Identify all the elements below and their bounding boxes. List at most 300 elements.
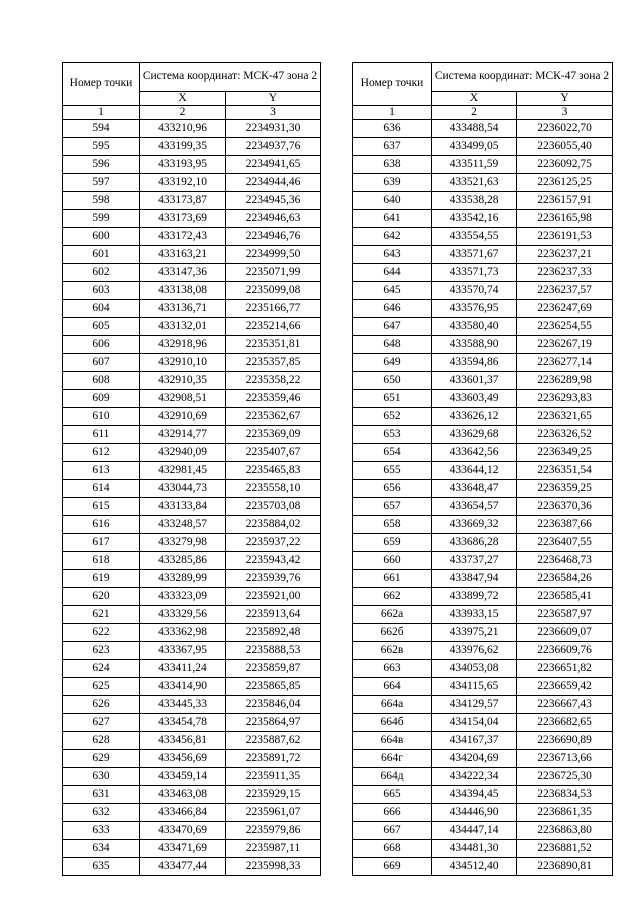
point-number-cell: 611 <box>63 426 140 444</box>
table-row <box>63 840 321 858</box>
table-row <box>353 642 613 660</box>
point-number-cell: 621 <box>63 606 140 624</box>
point-number-cell: 656 <box>353 480 432 498</box>
table-row <box>353 318 613 336</box>
point-number-cell: 603 <box>63 282 140 300</box>
x-coordinate-cell: 433289,99 <box>140 570 226 588</box>
y-coordinate-cell: 2235166,77 <box>226 300 321 318</box>
x-coordinate-cell: 432908,51 <box>140 390 226 408</box>
header-col-1: 1 <box>63 106 140 120</box>
x-coordinate-cell: 433173,87 <box>140 192 226 210</box>
point-number-cell: 614 <box>63 480 140 498</box>
x-coordinate-cell: 434447,14 <box>432 822 517 840</box>
x-coordinate-cell: 433576,95 <box>432 300 517 318</box>
x-coordinate-cell: 433445,33 <box>140 696 226 714</box>
x-coordinate-cell: 433580,40 <box>432 318 517 336</box>
point-number-cell: 622 <box>63 624 140 642</box>
y-coordinate-cell: 2236022,70 <box>517 120 613 138</box>
y-coordinate-cell: 2235939,76 <box>226 570 321 588</box>
table-row <box>63 624 321 642</box>
table-row <box>353 822 613 840</box>
y-coordinate-cell: 2235961,07 <box>226 804 321 822</box>
table-row <box>353 714 613 732</box>
table-row <box>63 606 321 624</box>
point-number-cell: 635 <box>63 858 140 876</box>
x-coordinate-cell: 433588,90 <box>432 336 517 354</box>
y-coordinate-cell: 2236881,52 <box>517 840 613 858</box>
x-coordinate-cell: 433471,69 <box>140 840 226 858</box>
table-row <box>353 624 613 642</box>
table-row <box>63 174 321 192</box>
x-coordinate-cell: 433626,12 <box>432 408 517 426</box>
table-row <box>63 660 321 678</box>
point-number-cell: 664г <box>353 750 432 768</box>
x-coordinate-cell: 433362,98 <box>140 624 226 642</box>
point-number-cell: 644 <box>353 264 432 282</box>
table-row <box>63 750 321 768</box>
point-number-cell: 638 <box>353 156 432 174</box>
point-number-cell: 664б <box>353 714 432 732</box>
point-number-cell: 612 <box>63 444 140 462</box>
table-row <box>353 210 613 228</box>
table-row <box>353 300 613 318</box>
x-coordinate-cell: 432914,77 <box>140 426 226 444</box>
x-coordinate-cell: 433414,90 <box>140 678 226 696</box>
y-coordinate-cell: 2236370,36 <box>517 498 613 516</box>
y-coordinate-cell: 2235892,48 <box>226 624 321 642</box>
y-coordinate-cell: 2236351,54 <box>517 462 613 480</box>
x-coordinate-cell: 433173,69 <box>140 210 226 228</box>
table-row <box>63 822 321 840</box>
y-coordinate-cell: 2235358,22 <box>226 372 321 390</box>
y-coordinate-cell: 2236584,26 <box>517 570 613 588</box>
y-coordinate-cell: 2235859,87 <box>226 660 321 678</box>
point-number-cell: 599 <box>63 210 140 228</box>
y-coordinate-cell: 2235998,33 <box>226 858 321 876</box>
y-coordinate-cell: 2235937,22 <box>226 534 321 552</box>
x-coordinate-cell: 433571,67 <box>432 246 517 264</box>
y-coordinate-cell: 2236359,25 <box>517 480 613 498</box>
y-coordinate-cell: 2236651,82 <box>517 660 613 678</box>
point-number-cell: 610 <box>63 408 140 426</box>
table-row <box>353 120 613 138</box>
point-number-cell: 639 <box>353 174 432 192</box>
y-coordinate-cell: 2235887,62 <box>226 732 321 750</box>
table-row <box>63 246 321 264</box>
header-coordinate-system: Система координат: МСК-47 зона 2 <box>432 63 613 92</box>
table-row <box>63 858 321 876</box>
point-number-cell: 596 <box>63 156 140 174</box>
point-number-cell: 634 <box>63 840 140 858</box>
x-coordinate-cell: 434204,69 <box>432 750 517 768</box>
point-number-cell: 633 <box>63 822 140 840</box>
x-coordinate-cell: 434115,65 <box>432 678 517 696</box>
x-coordinate-cell: 432910,69 <box>140 408 226 426</box>
y-coordinate-cell: 2234946,63 <box>226 210 321 228</box>
x-coordinate-cell: 433147,36 <box>140 264 226 282</box>
table-row <box>63 570 321 588</box>
y-coordinate-cell: 2235846,04 <box>226 696 321 714</box>
y-coordinate-cell: 2236326,52 <box>517 426 613 444</box>
table-row <box>63 336 321 354</box>
header-point-number: Номер точки <box>353 63 432 106</box>
y-coordinate-cell: 2234937,76 <box>226 138 321 156</box>
x-coordinate-cell: 433570,74 <box>432 282 517 300</box>
x-coordinate-cell: 433199,35 <box>140 138 226 156</box>
x-coordinate-cell: 434167,37 <box>432 732 517 750</box>
table-row <box>63 678 321 696</box>
point-number-cell: 601 <box>63 246 140 264</box>
table-row <box>63 264 321 282</box>
point-number-cell: 613 <box>63 462 140 480</box>
point-number-cell: 669 <box>353 858 432 876</box>
point-number-cell: 618 <box>63 552 140 570</box>
y-coordinate-cell: 2236247,69 <box>517 300 613 318</box>
point-number-cell: 598 <box>63 192 140 210</box>
x-coordinate-cell: 433133,84 <box>140 498 226 516</box>
table-row <box>353 444 613 462</box>
x-coordinate-cell: 432910,35 <box>140 372 226 390</box>
table-row <box>353 570 613 588</box>
point-number-cell: 620 <box>63 588 140 606</box>
x-coordinate-cell: 433132,01 <box>140 318 226 336</box>
point-number-cell: 602 <box>63 264 140 282</box>
x-coordinate-cell: 434512,40 <box>432 858 517 876</box>
point-number-cell: 641 <box>353 210 432 228</box>
point-number-cell: 649 <box>353 354 432 372</box>
y-coordinate-cell: 2235465,83 <box>226 462 321 480</box>
y-coordinate-cell: 2236713,66 <box>517 750 613 768</box>
x-coordinate-cell: 433521,63 <box>432 174 517 192</box>
x-coordinate-cell: 433642,56 <box>432 444 517 462</box>
y-coordinate-cell: 2234941,65 <box>226 156 321 174</box>
point-number-cell: 662б <box>353 624 432 642</box>
table-row <box>63 534 321 552</box>
x-coordinate-cell: 433172,43 <box>140 228 226 246</box>
x-coordinate-cell: 433648,47 <box>432 480 517 498</box>
x-coordinate-cell: 433737,27 <box>432 552 517 570</box>
table-row <box>353 426 613 444</box>
y-coordinate-cell: 2235891,72 <box>226 750 321 768</box>
y-coordinate-cell: 2236237,57 <box>517 282 613 300</box>
point-number-cell: 648 <box>353 336 432 354</box>
point-number-cell: 624 <box>63 660 140 678</box>
table-row <box>63 408 321 426</box>
table-row <box>63 444 321 462</box>
y-coordinate-cell: 2236690,89 <box>517 732 613 750</box>
y-coordinate-cell: 2236289,98 <box>517 372 613 390</box>
table-row <box>63 282 321 300</box>
table-row <box>353 462 613 480</box>
table-row <box>353 606 613 624</box>
x-coordinate-cell: 433601,37 <box>432 372 517 390</box>
point-number-cell: 647 <box>353 318 432 336</box>
x-coordinate-cell: 433163,21 <box>140 246 226 264</box>
point-number-cell: 652 <box>353 408 432 426</box>
table-body-left <box>63 120 321 876</box>
table-row <box>63 732 321 750</box>
x-coordinate-cell: 434481,30 <box>432 840 517 858</box>
point-number-cell: 628 <box>63 732 140 750</box>
y-coordinate-cell: 2236092,75 <box>517 156 613 174</box>
y-coordinate-cell: 2235911,35 <box>226 768 321 786</box>
x-coordinate-cell: 433136,71 <box>140 300 226 318</box>
table-row <box>353 282 613 300</box>
point-number-cell: 606 <box>63 336 140 354</box>
y-coordinate-cell: 2235369,09 <box>226 426 321 444</box>
point-number-cell: 645 <box>353 282 432 300</box>
y-coordinate-cell: 2235943,42 <box>226 552 321 570</box>
y-coordinate-cell: 2234999,50 <box>226 246 321 264</box>
x-coordinate-cell: 433411,24 <box>140 660 226 678</box>
y-coordinate-cell: 2236387,66 <box>517 516 613 534</box>
point-number-cell: 609 <box>63 390 140 408</box>
point-number-cell: 625 <box>63 678 140 696</box>
point-number-cell: 600 <box>63 228 140 246</box>
x-coordinate-cell: 433538,28 <box>432 192 517 210</box>
point-number-cell: 630 <box>63 768 140 786</box>
y-coordinate-cell: 2235703,08 <box>226 498 321 516</box>
y-coordinate-cell: 2235929,15 <box>226 786 321 804</box>
table-row <box>353 390 613 408</box>
table-row <box>63 642 321 660</box>
table-row <box>353 174 613 192</box>
x-coordinate-cell: 433193,95 <box>140 156 226 174</box>
point-number-cell: 619 <box>63 570 140 588</box>
table-row <box>353 156 613 174</box>
header-coordinate-system: Система координат: МСК-47 зона 2 <box>140 63 321 92</box>
point-number-cell: 655 <box>353 462 432 480</box>
table-row <box>63 804 321 822</box>
x-coordinate-cell: 433456,69 <box>140 750 226 768</box>
point-number-cell: 604 <box>63 300 140 318</box>
table-row <box>63 228 321 246</box>
y-coordinate-cell: 2235071,99 <box>226 264 321 282</box>
point-number-cell: 626 <box>63 696 140 714</box>
y-coordinate-cell: 2236468,73 <box>517 552 613 570</box>
x-coordinate-cell: 434129,57 <box>432 696 517 714</box>
table-row <box>353 768 613 786</box>
point-number-cell: 615 <box>63 498 140 516</box>
table-row <box>353 534 613 552</box>
x-coordinate-cell: 433669,32 <box>432 516 517 534</box>
header-col-2: 2 <box>432 106 517 120</box>
y-coordinate-cell: 2236254,55 <box>517 318 613 336</box>
y-coordinate-cell: 2236609,07 <box>517 624 613 642</box>
table-row <box>63 156 321 174</box>
point-number-cell: 664а <box>353 696 432 714</box>
x-coordinate-cell: 433279,98 <box>140 534 226 552</box>
point-number-cell: 660 <box>353 552 432 570</box>
y-coordinate-cell: 2235979,86 <box>226 822 321 840</box>
x-coordinate-cell: 433138,08 <box>140 282 226 300</box>
y-coordinate-cell: 2235987,11 <box>226 840 321 858</box>
x-coordinate-cell: 433248,57 <box>140 516 226 534</box>
table-row <box>353 588 613 606</box>
point-number-cell: 661 <box>353 570 432 588</box>
x-coordinate-cell: 433686,28 <box>432 534 517 552</box>
point-number-cell: 664 <box>353 678 432 696</box>
y-coordinate-cell: 2235357,85 <box>226 354 321 372</box>
point-number-cell: 607 <box>63 354 140 372</box>
y-coordinate-cell: 2236237,33 <box>517 264 613 282</box>
x-coordinate-cell: 433899,72 <box>432 588 517 606</box>
coordinates-table-right <box>352 62 613 876</box>
table-row <box>353 804 613 822</box>
point-number-cell: 667 <box>353 822 432 840</box>
point-number-cell: 637 <box>353 138 432 156</box>
y-coordinate-cell: 2235407,67 <box>226 444 321 462</box>
y-coordinate-cell: 2236587,97 <box>517 606 613 624</box>
y-coordinate-cell: 2235913,64 <box>226 606 321 624</box>
table-row <box>63 372 321 390</box>
table-row <box>353 696 613 714</box>
header-col-2: 2 <box>140 106 226 120</box>
table-row <box>63 210 321 228</box>
table-row <box>63 300 321 318</box>
point-number-cell: 662а <box>353 606 432 624</box>
y-coordinate-cell: 2236863,80 <box>517 822 613 840</box>
x-coordinate-cell: 433367,95 <box>140 642 226 660</box>
x-coordinate-cell: 432910,10 <box>140 354 226 372</box>
y-coordinate-cell: 2236191,53 <box>517 228 613 246</box>
point-number-cell: 640 <box>353 192 432 210</box>
x-coordinate-cell: 433463,08 <box>140 786 226 804</box>
point-number-cell: 666 <box>353 804 432 822</box>
x-coordinate-cell: 433976,62 <box>432 642 517 660</box>
y-coordinate-cell: 2235864,97 <box>226 714 321 732</box>
table-row <box>63 138 321 156</box>
point-number-cell: 594 <box>63 120 140 138</box>
x-coordinate-cell: 433454,78 <box>140 714 226 732</box>
point-number-cell: 646 <box>353 300 432 318</box>
y-coordinate-cell: 2236157,91 <box>517 192 613 210</box>
header-y: Y <box>226 92 321 106</box>
table-row <box>353 408 613 426</box>
table-row <box>63 768 321 786</box>
point-number-cell: 654 <box>353 444 432 462</box>
y-coordinate-cell: 2236834,53 <box>517 786 613 804</box>
table-row <box>63 426 321 444</box>
x-coordinate-cell: 433511,59 <box>432 156 517 174</box>
point-number-cell: 650 <box>353 372 432 390</box>
point-number-cell: 595 <box>63 138 140 156</box>
table-row <box>63 354 321 372</box>
y-coordinate-cell: 2236237,21 <box>517 246 613 264</box>
x-coordinate-cell: 434222,34 <box>432 768 517 786</box>
y-coordinate-cell: 2235865,85 <box>226 678 321 696</box>
point-number-cell: 616 <box>63 516 140 534</box>
table-row <box>353 138 613 156</box>
y-coordinate-cell: 2234944,46 <box>226 174 321 192</box>
y-coordinate-cell: 2236165,98 <box>517 210 613 228</box>
x-coordinate-cell: 433933,15 <box>432 606 517 624</box>
point-number-cell: 642 <box>353 228 432 246</box>
y-coordinate-cell: 2235558,10 <box>226 480 321 498</box>
table-row <box>353 516 613 534</box>
y-coordinate-cell: 2235921,00 <box>226 588 321 606</box>
header-x: X <box>140 92 226 106</box>
x-coordinate-cell: 433603,49 <box>432 390 517 408</box>
x-coordinate-cell: 433456,81 <box>140 732 226 750</box>
y-coordinate-cell: 2234945,36 <box>226 192 321 210</box>
point-number-cell: 663 <box>353 660 432 678</box>
x-coordinate-cell: 432940,09 <box>140 444 226 462</box>
point-number-cell: 668 <box>353 840 432 858</box>
header-y: Y <box>517 92 613 106</box>
table-row <box>353 228 613 246</box>
point-number-cell: 658 <box>353 516 432 534</box>
point-number-cell: 597 <box>63 174 140 192</box>
x-coordinate-cell: 433644,12 <box>432 462 517 480</box>
point-number-cell: 608 <box>63 372 140 390</box>
y-coordinate-cell: 2236659,42 <box>517 678 613 696</box>
x-coordinate-cell: 433323,09 <box>140 588 226 606</box>
x-coordinate-cell: 433210,96 <box>140 120 226 138</box>
y-coordinate-cell: 2236055,40 <box>517 138 613 156</box>
y-coordinate-cell: 2236609,76 <box>517 642 613 660</box>
header-point-number: Номер точки <box>63 63 140 106</box>
point-number-cell: 651 <box>353 390 432 408</box>
point-number-cell: 659 <box>353 534 432 552</box>
table-row <box>353 192 613 210</box>
table-row <box>63 714 321 732</box>
point-number-cell: 664в <box>353 732 432 750</box>
table-row <box>63 552 321 570</box>
table-row <box>353 336 613 354</box>
header-col-3: 3 <box>517 106 613 120</box>
point-number-cell: 629 <box>63 750 140 768</box>
table-row <box>353 660 613 678</box>
x-coordinate-cell: 433629,68 <box>432 426 517 444</box>
x-coordinate-cell: 433329,56 <box>140 606 226 624</box>
table-row <box>63 120 321 138</box>
y-coordinate-cell: 2236125,25 <box>517 174 613 192</box>
table-row <box>63 516 321 534</box>
y-coordinate-cell: 2236407,55 <box>517 534 613 552</box>
table-row <box>353 786 613 804</box>
table-row <box>63 462 321 480</box>
point-number-cell: 636 <box>353 120 432 138</box>
table-row <box>353 354 613 372</box>
x-coordinate-cell: 434154,04 <box>432 714 517 732</box>
y-coordinate-cell: 2235362,67 <box>226 408 321 426</box>
point-number-cell: 632 <box>63 804 140 822</box>
y-coordinate-cell: 2236890,81 <box>517 858 613 876</box>
table-row <box>353 858 613 876</box>
x-coordinate-cell: 433488,54 <box>432 120 517 138</box>
y-coordinate-cell: 2235351,81 <box>226 336 321 354</box>
y-coordinate-cell: 2236321,65 <box>517 408 613 426</box>
y-coordinate-cell: 2236267,19 <box>517 336 613 354</box>
x-coordinate-cell: 433554,55 <box>432 228 517 246</box>
table-row <box>353 498 613 516</box>
y-coordinate-cell: 2235359,46 <box>226 390 321 408</box>
y-coordinate-cell: 2236585,41 <box>517 588 613 606</box>
point-number-cell: 605 <box>63 318 140 336</box>
point-number-cell: 631 <box>63 786 140 804</box>
x-coordinate-cell: 433594,86 <box>432 354 517 372</box>
table-row <box>353 840 613 858</box>
x-coordinate-cell: 432981,45 <box>140 462 226 480</box>
table-row <box>353 246 613 264</box>
table-row <box>63 480 321 498</box>
table-row <box>353 372 613 390</box>
x-coordinate-cell: 433975,21 <box>432 624 517 642</box>
y-coordinate-cell: 2236277,14 <box>517 354 613 372</box>
x-coordinate-cell: 433459,14 <box>140 768 226 786</box>
x-coordinate-cell: 433285,86 <box>140 552 226 570</box>
